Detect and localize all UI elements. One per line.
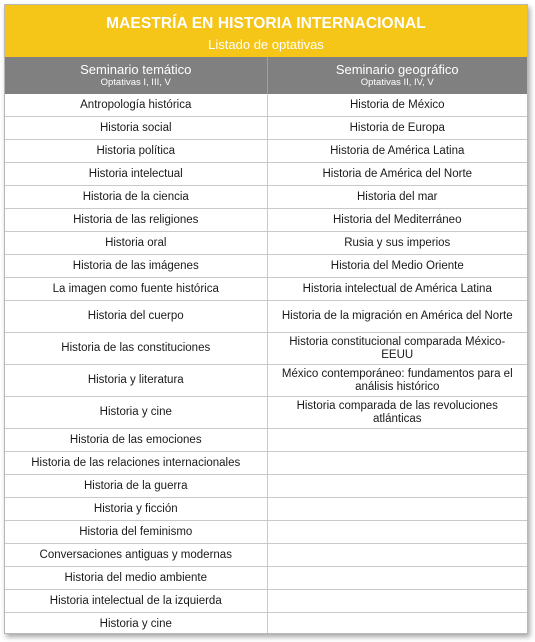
- table-row: [5, 232, 527, 255]
- thematic-seminar-cell: Antropología histórica: [5, 94, 267, 117]
- table-row: [5, 255, 527, 278]
- geographic-seminar-cell: México contemporáneo: fundamentos para el análisis histórico: [267, 365, 527, 397]
- thematic-seminar-cell: Historia de las imágenes: [5, 255, 267, 278]
- thematic-seminar-cell: Historia intelectual: [5, 163, 267, 186]
- geographic-seminar-cell: [267, 590, 527, 613]
- table-row: [5, 278, 527, 301]
- thematic-seminar-cell: La imagen como fuente histórica: [5, 278, 267, 301]
- thematic-seminar-cell: Historia intelectual de la izquierda: [5, 590, 267, 613]
- table-row: [5, 397, 527, 429]
- electives-table-card: [4, 4, 528, 634]
- geographic-seminar-cell: [267, 475, 527, 498]
- geographic-seminar-cell: Historia constitucional comparada México-EEUU: [267, 333, 527, 365]
- geographic-seminar-cell: Historia de la migración en América del Norte: [267, 301, 527, 333]
- table-row: [5, 613, 527, 635]
- thematic-seminar-cell: Historia de la guerra: [5, 475, 267, 498]
- table-row: [5, 544, 527, 567]
- table-row: [5, 301, 527, 333]
- thematic-seminar-cell: Historia social: [5, 117, 267, 140]
- table-row: [5, 452, 527, 475]
- geographic-seminar-cell: Rusia y sus imperios: [267, 232, 527, 255]
- table-row: [5, 94, 527, 117]
- column-header-row: [5, 57, 527, 94]
- thematic-seminar-cell: Conversaciones antiguas y modernas: [5, 544, 267, 567]
- column-title-geographic: Seminario geográfico: [335, 62, 459, 77]
- geographic-seminar-cell: Historia intelectual de América Latina: [267, 278, 527, 301]
- table-row: [5, 209, 527, 232]
- thematic-seminar-cell: Historia y ficción: [5, 498, 267, 521]
- thematic-seminar-cell: Historia de las religiones: [5, 209, 267, 232]
- table-row: [5, 117, 527, 140]
- thematic-seminar-cell: Historia del feminismo: [5, 521, 267, 544]
- thematic-seminar-cell: Historia del cuerpo: [5, 301, 267, 333]
- column-header-thematic: [5, 57, 267, 94]
- thematic-seminar-cell: Historia de las relaciones internacionales: [5, 452, 267, 475]
- thematic-seminar-cell: Historia de la ciencia: [5, 186, 267, 209]
- table-row: [5, 521, 527, 544]
- column-subtitle-thematic: Optativas I, III, V: [100, 77, 171, 88]
- geographic-seminar-cell: [267, 567, 527, 590]
- geographic-seminar-cell: [267, 544, 527, 567]
- electives-table: [5, 57, 527, 634]
- column-title-thematic: Seminario temático: [80, 62, 192, 77]
- program-title: MAESTRÍA EN HISTORIA INTERNACIONAL: [106, 15, 426, 32]
- geographic-seminar-cell: [267, 613, 527, 635]
- table-banner: [5, 5, 527, 57]
- thematic-seminar-cell: Historia de las emociones: [5, 429, 267, 452]
- thematic-seminar-cell: Historia y cine: [5, 613, 267, 635]
- table-row: [5, 140, 527, 163]
- table-row: [5, 590, 527, 613]
- geographic-seminar-cell: [267, 429, 527, 452]
- table-row: [5, 567, 527, 590]
- geographic-seminar-cell: Historia del Mediterráneo: [267, 209, 527, 232]
- table-row: [5, 498, 527, 521]
- thematic-seminar-cell: Historia y literatura: [5, 365, 267, 397]
- geographic-seminar-cell: [267, 498, 527, 521]
- geographic-seminar-cell: Historia de América del Norte: [267, 163, 527, 186]
- thematic-seminar-cell: Historia política: [5, 140, 267, 163]
- thematic-seminar-cell: Historia de las constituciones: [5, 333, 267, 365]
- list-subtitle: Listado de optativas: [208, 37, 324, 52]
- table-row: [5, 429, 527, 452]
- table-row: [5, 333, 527, 365]
- column-subtitle-geographic: Optativas II, IV, V: [360, 77, 434, 88]
- geographic-seminar-cell: [267, 521, 527, 544]
- thematic-seminar-cell: Historia oral: [5, 232, 267, 255]
- table-row: [5, 475, 527, 498]
- table-row: [5, 163, 527, 186]
- geographic-seminar-cell: Historia comparada de las revoluciones atlánticas: [267, 397, 527, 429]
- table-row: [5, 186, 527, 209]
- thematic-seminar-cell: Historia del medio ambiente: [5, 567, 267, 590]
- geographic-seminar-cell: Historia del Medio Oriente: [267, 255, 527, 278]
- geographic-seminar-cell: Historia del mar: [267, 186, 527, 209]
- table-row: [5, 365, 527, 397]
- column-header-geographic: [267, 57, 527, 94]
- geographic-seminar-cell: Historia de América Latina: [267, 140, 527, 163]
- geographic-seminar-cell: Historia de México: [267, 94, 527, 117]
- geographic-seminar-cell: Historia de Europa: [267, 117, 527, 140]
- thematic-seminar-cell: Historia y cine: [5, 397, 267, 429]
- geographic-seminar-cell: [267, 452, 527, 475]
